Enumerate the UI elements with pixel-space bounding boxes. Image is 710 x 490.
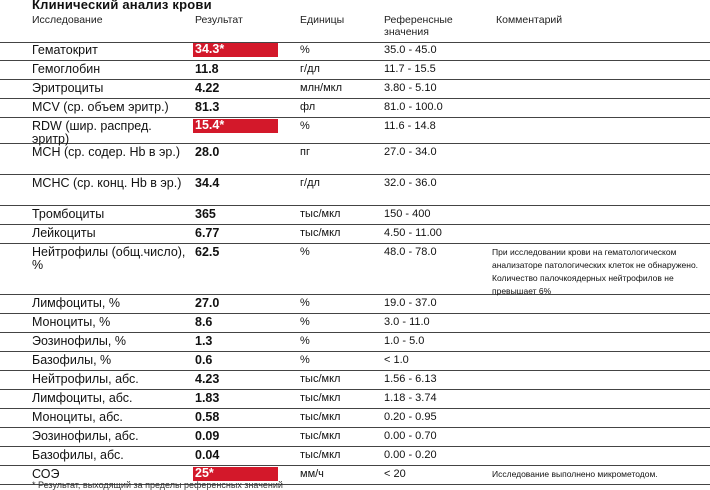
table-row <box>0 371 710 390</box>
reference-range: < 1.0 <box>384 354 409 366</box>
footnote: * Результат, выходящий за пределы референсных значений <box>32 480 283 490</box>
reference-range: 11.7 - 15.5 <box>384 63 436 75</box>
test-name: Базофилы, абс. <box>32 448 124 462</box>
reference-range: 48.0 - 78.0 <box>384 246 437 258</box>
result-value: 4.22 <box>195 81 220 95</box>
test-name: Гемоглобин <box>32 62 101 76</box>
reference-range: 1.18 - 3.74 <box>384 392 437 404</box>
test-name: Нейтрофилы (общ.число), % <box>32 245 186 272</box>
test-name: Моноциты, абс. <box>32 410 123 424</box>
result-value: 34.4 <box>195 176 220 190</box>
comment: При исследовании крови на гематологическом анализаторе патологических клеток не обнаружено. Количество палочкоядерных нейтрофилов не превышает 6% <box>492 247 699 296</box>
reference-range: 11.6 - 14.8 <box>384 120 436 132</box>
table-row <box>0 352 710 371</box>
test-name: Тромбоциты <box>32 207 105 221</box>
table-row <box>0 42 710 61</box>
test-name: Моноциты, % <box>32 315 111 329</box>
test-name: Гематокрит <box>32 43 98 57</box>
table-row <box>0 144 710 175</box>
header-result: Результат <box>195 14 243 26</box>
result-value: 1.83 <box>195 391 220 405</box>
units: % <box>300 120 310 132</box>
units: млн/мкл <box>300 82 343 94</box>
units: тыс/мкл <box>300 392 341 404</box>
result-value: 81.3 <box>195 100 220 114</box>
units: тыс/мкл <box>300 227 341 239</box>
reference-range: 35.0 - 45.0 <box>384 44 437 56</box>
test-name: Лейкоциты <box>32 226 96 240</box>
result-value-flagged: 15.4* <box>193 119 278 133</box>
reference-range: 0.00 - 0.70 <box>384 430 437 442</box>
result-value: 0.04 <box>195 448 220 462</box>
units: тыс/мкл <box>300 208 341 220</box>
units: пг <box>300 146 310 158</box>
result-value: 8.6 <box>195 315 213 329</box>
reference-range: 81.0 - 100.0 <box>384 101 443 113</box>
units: г/дл <box>300 63 320 75</box>
test-name: MCV (ср. объем эритр.) <box>32 100 169 114</box>
result-value-flagged: 34.3* <box>193 43 278 57</box>
result-value: 365 <box>195 207 216 221</box>
test-name: Эозинофилы, абс. <box>32 429 139 443</box>
report-title: Клинический анализ крови <box>32 0 212 12</box>
table-header <box>0 12 710 43</box>
units: % <box>300 246 310 258</box>
table-row <box>0 175 710 206</box>
result-value: 6.77 <box>195 226 220 240</box>
units: % <box>300 297 310 309</box>
result-value: 0.09 <box>195 429 220 443</box>
result-value: 0.58 <box>195 410 220 424</box>
test-name: Лимфоциты, абс. <box>32 391 133 405</box>
table-row <box>0 225 710 244</box>
table-row <box>0 80 710 99</box>
reference-range: 150 - 400 <box>384 208 431 220</box>
reference-range: 27.0 - 34.0 <box>384 146 437 158</box>
units: тыс/мкл <box>300 373 341 385</box>
reference-range: 0.20 - 0.95 <box>384 411 437 423</box>
result-value: 62.5 <box>195 245 220 259</box>
test-name: СОЭ <box>32 467 60 481</box>
table-row <box>0 428 710 447</box>
test-name: Эритроциты <box>32 81 104 95</box>
table-row <box>0 118 710 144</box>
units: фл <box>300 101 316 113</box>
result-value-flagged: 25* <box>193 467 278 481</box>
result-value: 27.0 <box>195 296 220 310</box>
table-row <box>0 390 710 409</box>
result-value: 0.6 <box>195 353 213 367</box>
table-row <box>0 61 710 80</box>
result-value: 4.23 <box>195 372 220 386</box>
reference-range: 4.50 - 11.00 <box>384 227 442 239</box>
table-row <box>0 244 710 295</box>
result-value: 1.3 <box>195 334 213 348</box>
test-name: MCHC (ср. конц. Hb в эр.) <box>32 176 182 190</box>
header-test: Исследование <box>32 14 103 26</box>
units: тыс/мкл <box>300 449 341 461</box>
units: мм/ч <box>300 468 324 480</box>
table-row <box>0 295 710 314</box>
table-row <box>0 447 710 466</box>
header-reference: Референсные значения <box>384 14 453 38</box>
units: тыс/мкл <box>300 430 341 442</box>
reference-range: 1.56 - 6.13 <box>384 373 437 385</box>
reference-range: 19.0 - 37.0 <box>384 297 437 309</box>
reference-range: 3.80 - 5.10 <box>384 82 437 94</box>
header-units: Единицы <box>300 14 345 26</box>
test-name: MCH (ср. содер. Hb в эр.) <box>32 145 180 159</box>
reference-range: < 20 <box>384 468 406 480</box>
units: % <box>300 354 310 366</box>
table-row <box>0 409 710 428</box>
results-table <box>0 42 710 485</box>
comment: Исследование выполнено микрометодом. <box>492 469 658 479</box>
reference-range: 32.0 - 36.0 <box>384 177 437 189</box>
reference-range: 3.0 - 11.0 <box>384 316 430 328</box>
test-name: RDW (шир. распред. эритр) <box>32 119 152 146</box>
reference-range: 1.0 - 5.0 <box>384 335 425 347</box>
units: тыс/мкл <box>300 411 341 423</box>
table-row <box>0 314 710 333</box>
result-value: 11.8 <box>195 62 219 76</box>
test-name: Нейтрофилы, абс. <box>32 372 139 386</box>
units: % <box>300 335 310 347</box>
table-row <box>0 99 710 118</box>
test-name: Лимфоциты, % <box>32 296 120 310</box>
table-row <box>0 206 710 225</box>
table-row <box>0 333 710 352</box>
reference-range: 0.00 - 0.20 <box>384 449 437 461</box>
units: % <box>300 44 310 56</box>
units: % <box>300 316 310 328</box>
units: г/дл <box>300 177 320 189</box>
result-value: 28.0 <box>195 145 220 159</box>
test-name: Эозинофилы, % <box>32 334 126 348</box>
test-name: Базофилы, % <box>32 353 112 367</box>
header-comment: Комментарий <box>496 14 563 26</box>
